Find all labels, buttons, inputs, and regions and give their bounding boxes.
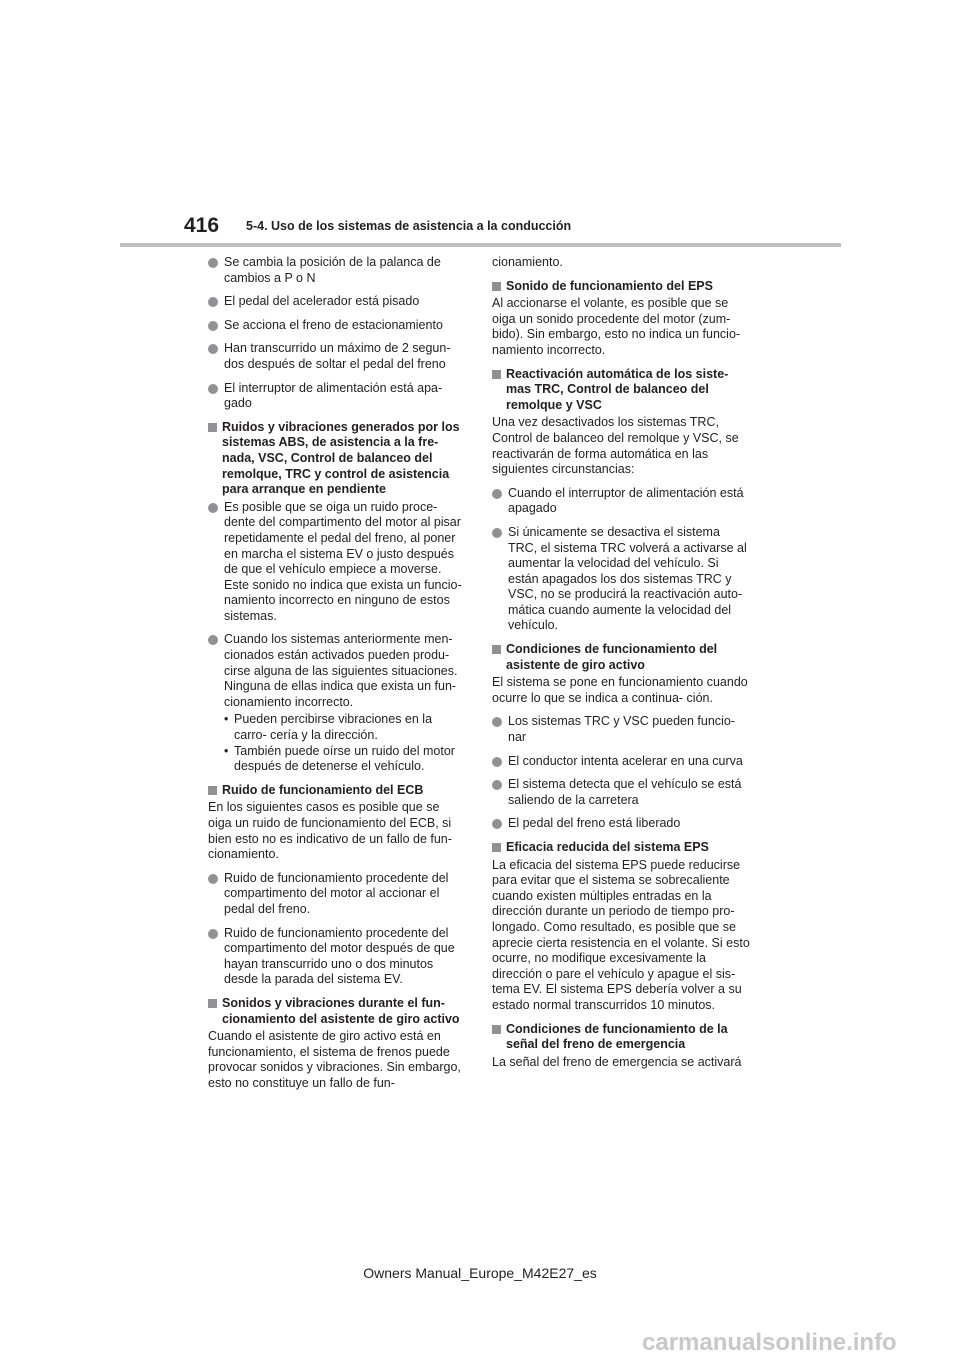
list-item-text: El pedal del freno está liberado	[508, 816, 681, 831]
footer-text: Owners Manual_Europe_M42E27_es	[363, 1265, 597, 1281]
list-item	[492, 714, 750, 745]
list-item	[492, 754, 750, 770]
bullet-icon	[492, 528, 502, 538]
list-item	[208, 926, 466, 988]
paragraph: En los siguientes casos es posible que se oiga un ruido de funcionamiento del ECB, si bien esto no es indicativo de un fallo de fun- cionamiento.	[208, 800, 452, 862]
square-bullet-icon	[492, 1025, 501, 1034]
list-item	[208, 500, 466, 625]
paragraph: El sistema se pone en funcionamiento cuando ocurre lo que se indica a continua- ción.	[492, 675, 748, 705]
heading-text: Ruido de funcionamiento del ECB	[222, 782, 424, 797]
square-bullet-icon	[208, 423, 217, 432]
bullet-icon	[208, 321, 218, 331]
list-item-text: Cuando el interruptor de alimentación está apagado	[508, 485, 744, 516]
section-heading	[492, 642, 750, 673]
watermark[interactable]: carmanualsonline.info	[642, 1329, 897, 1356]
heading-text: Eficacia reducida del sistema EPS	[506, 840, 709, 854]
list-item-text: Es posible que se oiga un ruido proce- dente del compartimento del motor al pisar repetidamente el pedal del freno, al poner en marcha el sistema EV o justo después de que el vehículo empiece a moverse. Este sonido no indica que exista un funcio- namiento incorrecto en ninguno de estos sistemas.	[224, 499, 462, 623]
section-heading	[492, 1022, 750, 1053]
list-item-text: El interruptor de alimentación está apa- gado	[224, 380, 443, 411]
bullet-icon	[492, 780, 502, 790]
list-item	[208, 632, 466, 710]
square-bullet-icon	[492, 282, 501, 291]
list-item	[492, 486, 750, 517]
section-heading	[492, 279, 750, 295]
list-item	[208, 255, 466, 286]
list-item-text: Ruido de funcionamiento procedente del compartimento del motor después de que hayan transcurrido uno o dos minutos desde la parada del sistema EV.	[224, 925, 455, 987]
heading-text: Sonidos y vibraciones durante el fun- cionamiento del asistente de giro activo	[222, 995, 460, 1026]
bullet-icon	[208, 635, 218, 645]
paragraph: La señal del freno de emergencia se activará	[492, 1054, 742, 1069]
square-bullet-icon	[492, 843, 501, 852]
list-item-text: Han transcurrido un máximo de 2 segun- dos después de soltar el pedal del freno	[224, 341, 451, 371]
list-item-text: Cuando los sistemas anteriormente men- cionados están activados pueden produ- cirse alguna de las siguientes situaciones. Ninguna de ellas indica que exista un fun- cionamiento incorrecto.	[224, 632, 458, 709]
list-item-text: Ruido de funcionamiento procedente del compartimento del motor al accionar el pedal del freno.	[224, 870, 449, 916]
heading-text: Condiciones de funcionamiento de la señal del freno de emergencia	[506, 1021, 728, 1052]
paragraph: La eficacia del sistema EPS puede reducirse para evitar que el sistema se sobrecaliente cuando existen múltiples entradas en la dirección durante un periodo de tiempo pro- longado. Como resultado, es posible que se aprecie cierta resistencia en el volante. Si esto ocurre, no modifique excesivamente la dirección o pare el vehículo y apague el sis- tema EV. El sistema EPS debería volver a su estado normal transcurridos 10 minutos.	[492, 857, 750, 1012]
paragraph: Una vez desactivados los sistemas TRC, Control de balanceo del remolque y VSC, se reactivarán de forma automática en las siguientes circunstancias:	[492, 415, 739, 477]
heading-text: Sonido de funcionamiento del EPS	[506, 278, 713, 293]
dash-item: • También puede oírse un ruido del motor después de detenerse el vehículo.	[224, 743, 455, 774]
paragraph: cionamiento.	[492, 255, 563, 269]
bullet-icon	[208, 344, 218, 354]
section-title: 5-4. Uso de los sistemas de asistencia a la conducción	[246, 219, 572, 233]
list-item	[492, 777, 750, 808]
section-heading	[208, 996, 466, 1027]
list-item-text: El conductor intenta acelerar en una curva	[508, 753, 743, 768]
square-bullet-icon	[492, 645, 501, 654]
section-heading	[208, 420, 466, 498]
dash-item-text: Pueden percibirse vibraciones en la carro- cería y la dirección.	[234, 712, 433, 743]
list-item-text: Se cambia la posición de la palanca de cambios a P o N	[224, 255, 441, 285]
list-item	[492, 525, 750, 634]
bullet-icon	[492, 819, 502, 829]
list-item	[208, 341, 466, 372]
square-bullet-icon	[208, 999, 217, 1008]
list-item	[208, 381, 466, 412]
bullet-icon	[208, 929, 218, 939]
header-rule	[120, 243, 841, 247]
section-heading	[492, 840, 750, 856]
list-item-text: Se acciona el freno de estacionamiento	[224, 317, 443, 332]
dash-item: • Pueden percibirse vibraciones en la carro- cería y la dirección.	[224, 712, 433, 743]
bullet-icon	[492, 489, 502, 499]
right-column	[492, 255, 750, 1078]
left-column	[208, 255, 466, 1100]
paragraph: Cuando el asistente de giro activo está en funcionamiento, el sistema de frenos puede provocar sonidos y vibraciones. Sin embargo, esto no constituye un fallo de fun-	[208, 1029, 461, 1090]
dash-item-text: También puede oírse un ruido del motor después de detenerse el vehículo.	[234, 743, 455, 774]
heading-text: Ruidos y vibraciones generados por los sistemas ABS, de asistencia a la fre- nada, VSC, Control de balanceo del remolque, TRC y control de asistencia para arranque en pendiente	[222, 419, 460, 497]
bullet-icon	[208, 297, 218, 307]
square-bullet-icon	[492, 370, 501, 379]
heading-text: Condiciones de funcionamiento del asistente de giro activo	[506, 642, 718, 672]
square-bullet-icon	[208, 786, 217, 795]
bullet-icon	[492, 757, 502, 767]
list-item	[208, 318, 466, 334]
list-item	[492, 816, 750, 832]
bullet-icon	[208, 258, 218, 268]
bullet-icon	[208, 503, 218, 513]
section-heading	[492, 367, 750, 414]
bullet-icon	[208, 384, 218, 394]
bullet-icon	[492, 717, 502, 727]
list-item-text: El sistema detecta que el vehículo se está saliendo de la carretera	[508, 777, 742, 807]
list-item-text: El pedal del acelerador está pisado	[224, 294, 420, 309]
section-heading	[208, 783, 466, 799]
bullet-icon	[208, 874, 218, 884]
list-item	[208, 871, 466, 918]
list-item-text: Si únicamente se desactiva el sistema TRC, el sistema TRC volverá a activarse al aumentar la velocidad del vehículo. Si están apagados los dos sistemas TRC y VSC, no se producirá la reactivación auto- mática cuando aumente la velocidad del vehículo.	[508, 524, 747, 633]
list-item-text: Los sistemas TRC y VSC pueden funcio- nar	[508, 714, 735, 745]
dash-list	[224, 712, 466, 774]
page-number: 416	[184, 214, 220, 237]
paragraph: Al accionarse el volante, es posible que se oiga un sonido procedente del motor (zum- bido). Sin embargo, esto no indica un funcio- namiento incorrecto.	[492, 296, 741, 357]
heading-text: Reactivación automática de los siste- mas TRC, Control de balanceo del remolque y VSC	[506, 366, 729, 412]
list-item	[208, 294, 466, 310]
